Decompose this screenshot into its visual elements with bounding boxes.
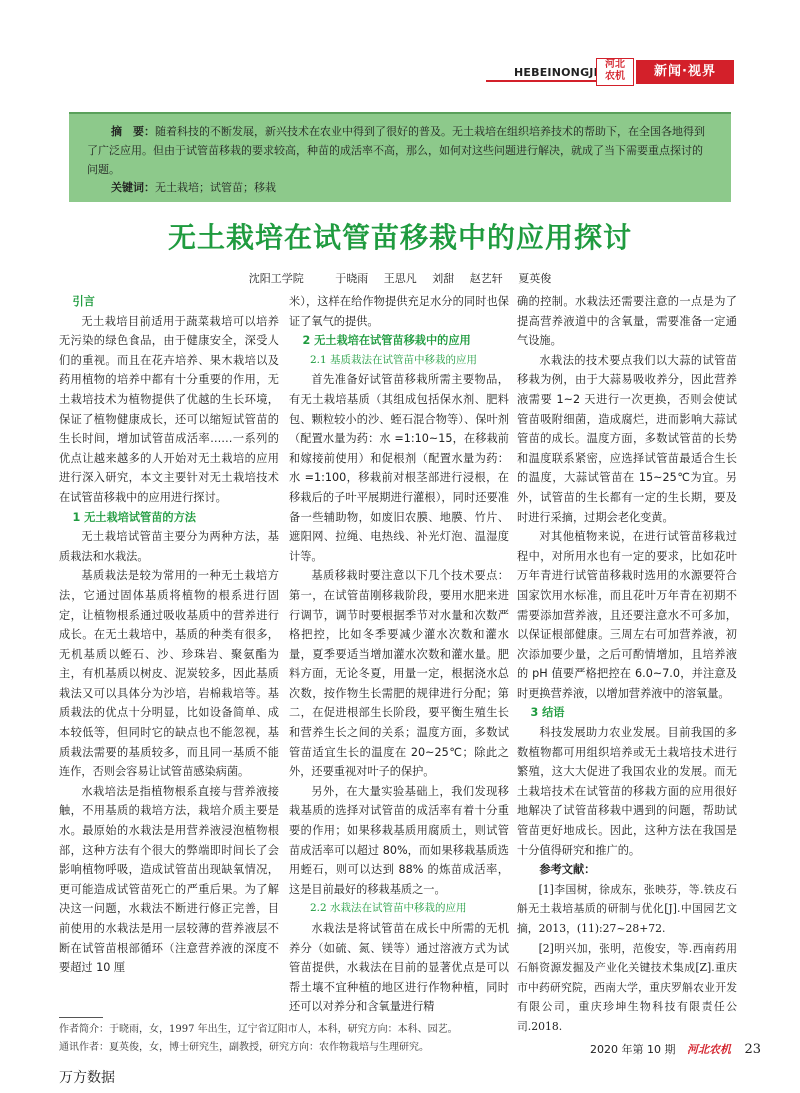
- reference-item: [1]李国树，徐成东，张映芬，等.铁皮石斛无土栽培基质的研制与优化[J].中国园艺文摘，2013，(11):27~28+72.: [517, 882, 737, 935]
- paragraph: 水栽法的技术要点我们以大蒜的试管苗移栽为例，由于大蒜易吸收养分，因此营养液需要 1~2 天进行一次更换，否则会使试管苗吸附细菌，造成腐烂，进而影响大蒜试管苗的成长。温度方面，多数试管苗的长势和温度联系紧密，应选择试管苗最适合生长的温度，大蒜试管苗在 15~25℃为宜。另外，试管苗的生长都有一定的生长期，要及时进行采摘，过期会老化变黄。: [517, 353, 737, 524]
- footnote-rule: [59, 1017, 103, 1018]
- heading-section-2-2: 2.2 水栽法在试管苗中移栽的应用: [310, 902, 467, 915]
- article-title: 无土栽培在试管苗移栽中的应用探讨: [167, 221, 632, 254]
- heading-section-1: 1 无土栽培试管苗的方法: [72, 510, 196, 524]
- author-name: 赵艺轩: [469, 272, 503, 285]
- keywords-label: 关键词：: [111, 181, 155, 194]
- author-name: 于晓雨: [335, 272, 369, 285]
- footnote: [59, 1021, 458, 1057]
- author-name: 夏英俊: [518, 272, 552, 285]
- abstract-text: 随着科技的不断发展，新兴技术在农业中得到了很好的普及。无土栽培在组织培养技术的帮助下，在全国各地得到了广泛应用。但由于试管苗移栽的要求较高，种苗的成活率不高，那么，如何对这些问题进行解决，就成了当下需要重点探讨的问题。: [87, 125, 705, 176]
- journal-logo: [596, 58, 634, 86]
- abstract-label: 摘 要：: [111, 125, 155, 138]
- text-column-2: [289, 292, 509, 1017]
- page-number: 23: [744, 1042, 762, 1057]
- abstract-paragraph: [87, 122, 713, 179]
- paragraph: 水栽培法是指植物根系直接与营养液接触，不用基质的栽培方法，栽培介质主要是水。最原始的水栽法是用营养液浸泡植物根部，这种方法有个很大的弊端即时间长了会影响植物呼吸，造成试管苗出现缺氧情况，更可能造成试管苗死亡的严重后果。为了解决这一问题，水栽法不断进行修正完善，目前使用的水栽法是用一层较薄的营养液层不断在试管苗根部循环（注意营养液的深度不要超过 10 厘: [59, 784, 279, 975]
- paragraph: 对其他植物来说，在进行试管苗移栽过程中，对所用水也有一定的要求，比如花叶万年青进行试管苗移栽时选用的水源要符合国家饮用水标准，而且花叶万年青在初期不需要添加营养液，且还要注意水不可多加，以保证根部健康。三周左右可加营养液，初次添加要少量，之后可酌情增加，且培养液的 pH 值要严格把控在 6.0~7.0，并注意及时更换营养液，以增加营养液中的溶氧量。: [517, 530, 737, 700]
- keywords-text: 无土栽培；试管苗；移栽: [155, 181, 276, 194]
- paragraph: 确的控制。水栽法还需要注意的一点是为了提高营养液道中的含氧量，需要准备一定通气设施。: [517, 295, 737, 348]
- keywords-paragraph: [87, 178, 713, 197]
- author-name: 王思凡: [383, 272, 417, 285]
- paragraph: 无土栽培试管苗主要分为两种方法，基质栽法和水栽法。: [59, 530, 279, 563]
- issue-label: 2020 年第 10 期: [590, 1043, 676, 1056]
- paragraph: 水栽法是将试管苗在成长中所需的无机养分（如硫、氮、镁等）通过溶液方式为试管苗提供，水栽法在目前的显著优点是可以帮土壤不宜种植的地区进行作物种植，同时还可以对养分和含氧量进行精: [289, 922, 509, 1014]
- header-divider: [486, 80, 596, 82]
- reference-item: [2]明兴加，张明，范俊安，等.西南药用石斛资源发掘及产业化关键技术集成[Z].重庆市中药研究院，西南大学，重庆罗斛农业开发有限公司，重庆珍坤生物科技有限责任公司.2018.: [517, 941, 737, 1033]
- journal-logo-text: 河北 农机: [605, 59, 625, 82]
- references-heading: 参考文献：: [539, 863, 596, 877]
- heading-section-3: 3 结语: [530, 706, 565, 720]
- paragraph: 科技发展助力农业发展。目前我国的多数植物都可用组织培养或无土栽培技术进行繁殖，这大大促进了我国农业的发展。而无土栽培技术在试管苗的移栽方面的应用很好地解决了试管苗移栽中遇到的问题，帮助试管苗更好地成长。因此，这种方法在我国是十分值得研究和推广的。: [517, 726, 737, 857]
- heading-section-2: 2 无土栽培在试管苗移栽中的应用: [302, 334, 471, 348]
- footer-brand: 河北农机: [686, 1043, 731, 1056]
- author-org: 沈阳工学院: [248, 272, 304, 285]
- footnote-contact: 通讯作者：夏英俊，女，博士研究生，副教授，研究方向：农作物栽培与生理研究。: [59, 1042, 429, 1053]
- paragraph: 米），这样在给作物提供充足水分的同时也保证了氧气的提供。: [289, 295, 509, 328]
- section-label: 新闻·视界: [636, 60, 734, 84]
- paragraph: 基质移栽时要注意以下几个技术要点：第一，在试管苗刚移栽阶段，要用水肥来进行调节，调节时要根据季节对水量和次数严格把控，比如冬季要减少灌水次数和灌水量，夏季要适当增加灌水次数和灌水量。肥料方面，无论冬夏，用量一定，根据浇水总次数，按作物生长需肥的规律进行分配；第二，在促进根部生长阶段，要平衡生殖生长和营养生长之间的关系；温度方面，多数试管苗适宜生长的温度在 20~25℃；除此之外，还要重视对叶子的保护。: [289, 569, 509, 779]
- text-column-1: [59, 292, 279, 978]
- author-name: 刘甜: [432, 272, 455, 285]
- text-column-3: [517, 292, 737, 1037]
- heading-intro: 引言: [72, 295, 95, 308]
- paragraph: 另外，在大量实验基础上，我们发现移栽基质的选择对试管苗的成活率有着十分重要的作用；如果移栽基质用腐质土，则试管苗成活率可以超过 80%，而如果移栽基质选用蛭石，则可以达到 88% 的炼苗成活率，这是目前最好的移栽基质之一。: [289, 784, 509, 896]
- abstract-top-rule: [69, 112, 731, 114]
- page-footer: [590, 1041, 761, 1057]
- paragraph: 基质栽法是较为常用的一种无土栽培方法，它通过固体基质将植物的根系进行固定，让植物根系通过吸收基质中的营养进行成长。在无土栽培中，基质的种类有很多，无机基质以蛭石、沙、珍珠岩、聚氨酯为主，有机基质以树皮、泥炭较多，因此基质栽法又可以具体分为沙培，岩棉栽培等。基质栽法的优点十分明显，比如设备简单、成本较低等，但同时它的缺点也不能忽视，基质栽法需要的基质较多，而且同一基质不能连作，否则会容易让试管苗感染病菌。: [59, 569, 279, 779]
- author-line: [0, 270, 800, 286]
- abstract-box: [69, 112, 731, 202]
- footnote-author: 作者简介：于晓雨，女，1997 年出生，辽宁省辽阳市人，本科，研究方向：本科、园艺。: [59, 1024, 458, 1035]
- header-journal-en: HEBEINONGJI: [514, 66, 598, 79]
- paragraph: 无土栽培目前适用于蔬菜栽培可以培养无污染的绿色食品，由于健康安全，深受人们的重视。而且在花卉培养、果木栽培以及药用植物的培养中都有十分重要的作用，无土栽培技术为植物提供了优越的生长环境，保证了植物健康成长，还可以缩短试管苗的生长时间，增加试管苗成活率……一系列的优点让越来越多的人开始对无土栽培的应用进行深入研究，本文主要针对无土栽培技术在试管苗移栽中的应用进行探讨。: [59, 314, 279, 504]
- watermark-text: 万方数据: [59, 1070, 115, 1086]
- paragraph: 首先准备好试管苗移栽所需主要物品，有无土栽培基质（其组成包括保水剂、肥料包、颗粒较小的沙、蛭石混合物等）、保叶剂（配置水量为药：水 =1:10~15，在移栽前和嫁接前使用）和促根剂（配置水量为药：水 =1:100，移栽前对根茎部进行浸根，在移栽后的子叶平展期进行灌根），同时还要准备一些辅助物，如废旧农膜、地膜、竹片、遮阳网、拉绳、电热线、补光灯泡、温湿度计等。: [289, 373, 509, 563]
- heading-section-2-1: 2.1 基质栽法在试管苗中移栽的应用: [310, 353, 478, 366]
